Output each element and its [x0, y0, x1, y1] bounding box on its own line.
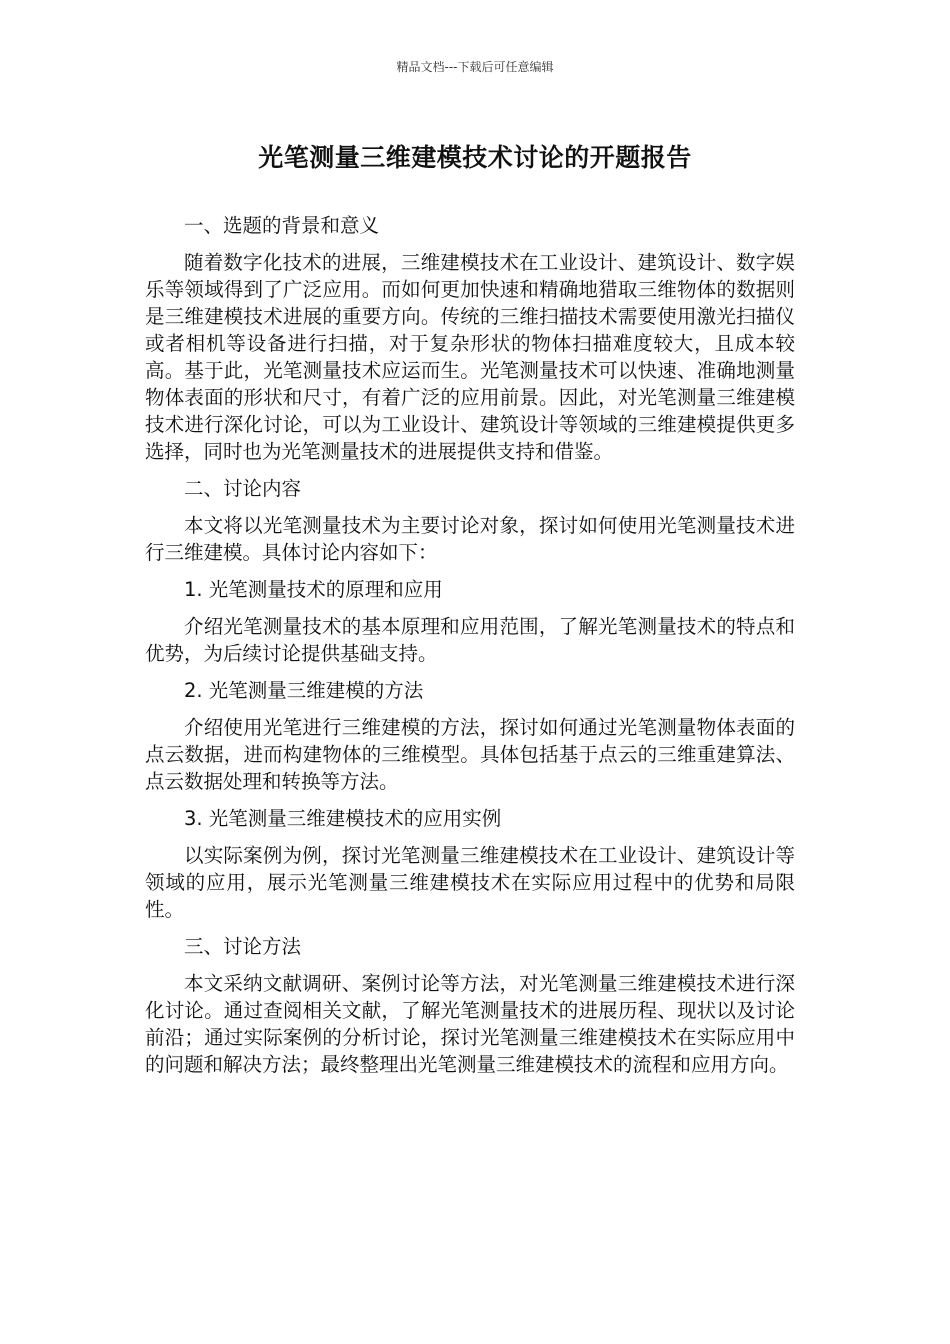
paragraph-principle: 介绍光笔测量技术的基本原理和应用范围，了解光笔测量技术的特点和优势，为后续讨论提供基础支持。 [145, 615, 795, 665]
subheading-principle: 1. 光笔测量技术的原理和应用 [184, 578, 443, 601]
section-heading-methods: 三、讨论方法 [184, 935, 302, 958]
section-heading-content: 二、讨论内容 [184, 477, 302, 500]
paragraph-background: 随着数字化技术的进展，三维建模技术在工业设计、建筑设计、数字娱乐等领域得到了广泛应用。而如何更加快速和精确地猎取三维物体的数据则是三维建模技术进展的重要方向。传统的三维扫描技术需要使用激光扫描仪或者相机等设备进行扫描，对于复杂形状的物体扫描难度较大，且成本较高。基于此，光笔测量技术应运而生。光笔测量技术可以快速、准确地测量物体表面的形状和尺寸，有着广泛的应用前景。因此，对光笔测量三维建模技术进行深化讨论，可以为工业设计、建筑设计等领域的三维建模提供更多选择，同时也为光笔测量技术的进展提供支持和借鉴。 [145, 251, 795, 463]
document-body [145, 212, 795, 1088]
section-heading-background: 一、选题的背景和意义 [184, 214, 380, 237]
document-title: 光笔测量三维建模技术讨论的开题报告 [258, 143, 692, 172]
subheading-method: 2. 光笔测量三维建模的方法 [184, 679, 424, 702]
paragraph-method: 介绍使用光笔进行三维建模的方法，探讨如何通过光笔测量物体表面的点云数据，进而构建物体的三维模型。具体包括基于点云的三维重建算法、点云数据处理和转换等方法。 [145, 716, 795, 793]
paragraph-content-intro: 本文将以光笔测量技术为主要讨论对象，探讨如何使用光笔测量技术进行三维建模。具体讨论内容如下： [145, 514, 795, 564]
paragraph-methods: 本文采纳文献调研、案例讨论等方法，对光笔测量三维建模技术进行深化讨论。通过查阅相关文献，了解光笔测量技术的进展历程、现状以及讨论前沿；通过实际案例的分析讨论，探讨光笔测量三维建模技术在实际应用中的问题和解决方法；最终整理出光笔测量三维建模技术的流程和应用方向。 [145, 972, 795, 1076]
subheading-examples: 3. 光笔测量三维建模技术的应用实例 [184, 807, 502, 830]
page-header: 精品文档---下载后可任意编辑 [396, 60, 554, 74]
paragraph-examples: 以实际案例为例，探讨光笔测量三维建模技术在工业设计、建筑设计等领域的应用，展示光笔测量三维建模技术在实际应用过程中的优势和局限性。 [145, 844, 795, 921]
